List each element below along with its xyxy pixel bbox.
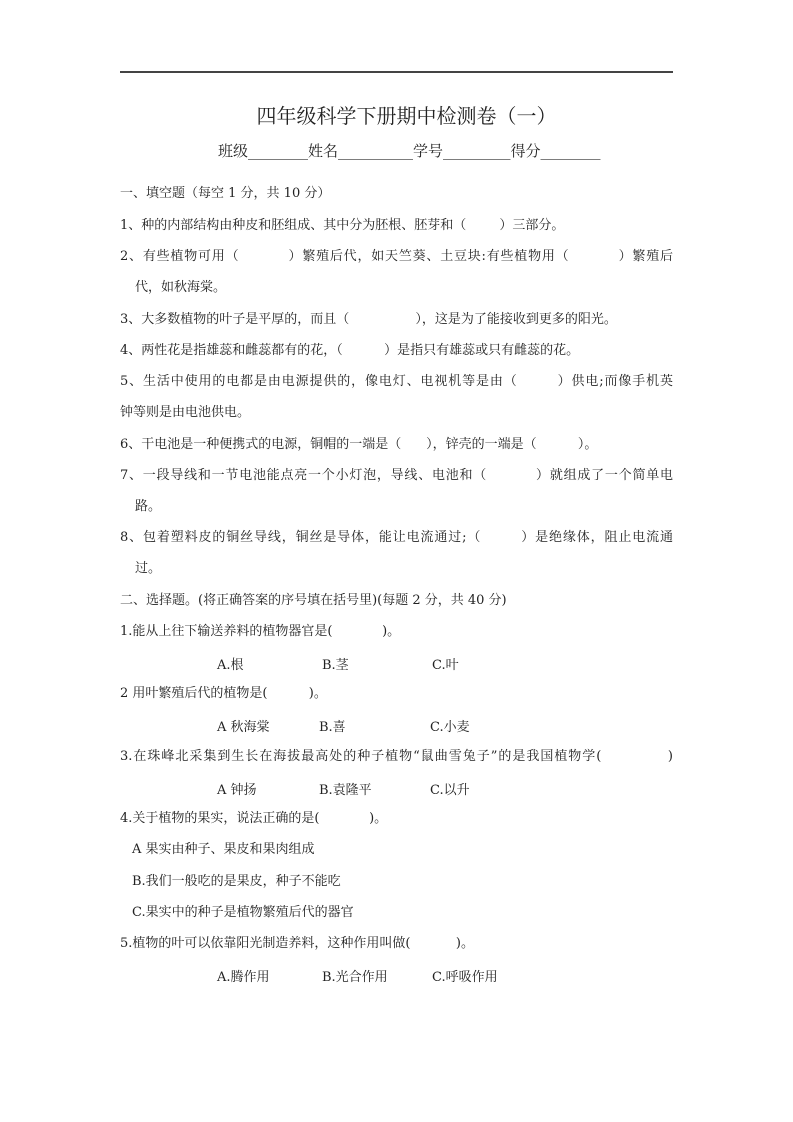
fill-question: 4、两性花是指雄蕊和雌蕊都有的花，（ ）是指只有雄蕊或只有雌蕊的花。	[120, 343, 580, 358]
option-c: C.果实中的种子是植物繁殖后代的器官	[132, 905, 354, 920]
choice-question: 4.关于植物的果实，说法正确的是( )。	[120, 811, 388, 826]
choice-question: 5.植物的叶可以依靠阳光制造养料，这种作用叫做( )。	[120, 936, 475, 951]
fill-question-cont: 路。	[135, 499, 162, 514]
option-c: C.小麦	[430, 720, 470, 735]
option-b: B.光合作用	[322, 970, 388, 985]
option-c: C.以升	[430, 783, 470, 798]
fill-question-cont: 代，如秋海棠。	[135, 280, 227, 295]
section2-heading: 二、选择题。(将正确答案的序号填在括号里)(每题 2 分，共 40 分)	[120, 593, 507, 608]
option-c: C.呼吸作用	[432, 970, 498, 985]
option-b: B.我们一般吃的是果皮，种子不能吃	[132, 874, 341, 889]
option-c: C.叶	[432, 658, 459, 673]
option-b: B.茎	[322, 658, 349, 673]
fill-question: 2、有些植物可用（ ）繁殖后代，如天竺葵、土豆块:有些植物用（ ）繁殖后	[120, 249, 673, 264]
section1-heading: 一、填空题（每空 1 分，共 10 分）	[120, 186, 331, 201]
page-title: 四年级科学下册期中检测卷（一）	[256, 104, 557, 128]
option-a: A 秋海棠	[217, 720, 270, 735]
fill-question-cont: 钟等则是由电池供电。	[120, 405, 251, 420]
header-rule	[120, 71, 673, 73]
option-a: A.腾作用	[217, 970, 270, 985]
fill-question: 7、一段导线和一节电池能点亮一个小灯泡，导线、电池和（ ）就组成了一个简单电	[120, 468, 673, 483]
fill-question: 1、种的内部结构由种皮和胚组成、其中分为胚根、胚芽和（ ）三部分。	[120, 218, 565, 233]
fill-question-cont: 过。	[135, 561, 162, 576]
choice-question: 2 用叶繁殖后代的植物是( )。	[120, 686, 327, 701]
choice-question: 1.能从上往下输送养料的植物器官是( )。	[120, 624, 401, 639]
option-a: A 果实由种子、果皮和果肉组成	[132, 842, 315, 857]
fill-question: 6、干电池是一种便携式的电源，铜帽的一端是（ ），锌壳的一端是（ ）。	[120, 437, 598, 452]
option-a: A 钟扬	[217, 783, 257, 798]
fill-question: 3、大多数植物的叶子是平厚的，而且（ ），这是为了能接收到更多的阳光。	[120, 312, 617, 327]
student-info-line: 班级________姓名__________学号_________得分________	[218, 142, 601, 160]
choice-question: 3.在珠峰北采集到生长在海拔最高处的种子植物“鼠曲雪兔子”的是我国植物学( )	[120, 749, 673, 764]
option-a: A.根	[217, 658, 244, 673]
option-b: B.喜	[319, 720, 346, 735]
fill-question: 8、包着塑料皮的铜丝导线，铜丝是导体，能让电流通过;（ ）是绝缘体，阻止电流通	[120, 530, 673, 545]
fill-question: 5、生活中使用的电都是由电源提供的，像电灯、电视机等是由（ ）供电;而像手机英	[120, 374, 673, 389]
option-b: B.袁隆平	[319, 783, 372, 798]
